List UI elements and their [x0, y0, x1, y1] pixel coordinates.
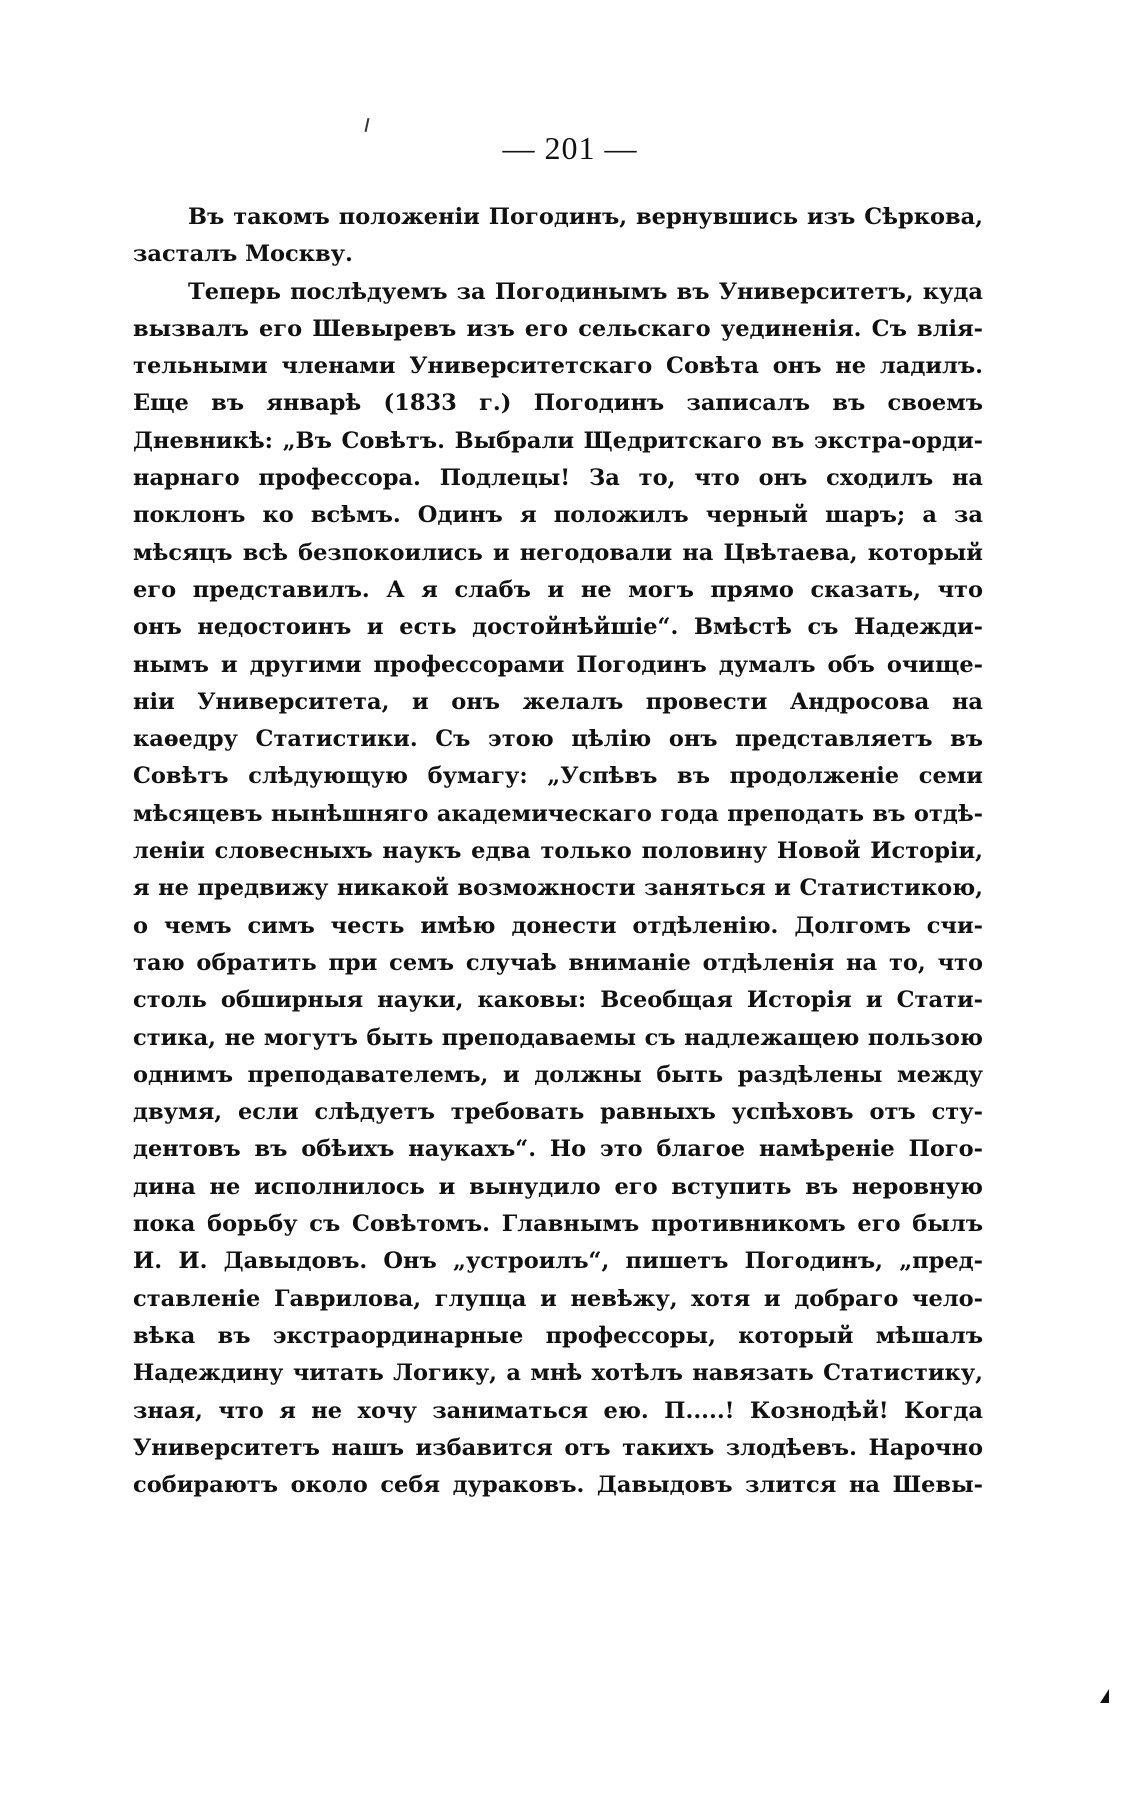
- text-line: однимъ преподавателемъ, и должны быть раздѣлены между: [133, 1061, 983, 1088]
- text-line: зная, что я не хочу заниматься ею. П.....! Кознодѣй! Когда: [133, 1397, 983, 1424]
- text-line: ніи Университета, и онъ желалъ провести Андросова на: [133, 688, 983, 715]
- text-line: засталъ Москву.: [133, 241, 353, 268]
- text-line: мѣсяцевъ нынѣшняго академическаго года преподать въ отдѣ-: [133, 800, 983, 827]
- text-line: вызвалъ его Шевыревъ изъ его сельскаго уединенія. Съ влія-: [133, 315, 983, 342]
- text-line: собираютъ около себя дураковъ. Давыдовъ злится на Шевы-: [133, 1472, 983, 1499]
- text-line: нымъ и другими профессорами Погодинъ думалъ объ очище-: [133, 651, 983, 678]
- text-line: его представилъ. А я слабъ и не могъ прямо сказать, что: [133, 576, 983, 603]
- text-line: дина не исполнилось и вынудило его вступить въ неровную: [133, 1173, 983, 1200]
- text-line: двумя, если слѣдуетъ требовать равныхъ успѣховъ отъ сту-: [133, 1099, 983, 1126]
- text-line: леніи словесныхъ наукъ едва только половину Новой Исторіи,: [133, 838, 983, 865]
- text-line: Совѣтъ слѣдующую бумагу: „Успѣвъ въ продолженіе семи: [133, 763, 983, 790]
- scan-speck: [1100, 1689, 1109, 1703]
- text-line: Еще въ январѣ (1833 г.) Погодинъ записалъ въ своемъ: [133, 390, 983, 417]
- page-number: — 201 —: [502, 130, 638, 166]
- text-line: ставленіе Гаврилова, глупца и невѣжу, хотя и добраго чело-: [133, 1285, 983, 1312]
- text-line: тельными членами Университетскаго Совѣта онъ не ладилъ.: [133, 353, 983, 380]
- text-line: онъ недостоинъ и есть достойнѣйшіе“. Вмѣстѣ съ Надежди-: [133, 614, 983, 641]
- text-line: я не предвижу никакой возможности заняться и Статистикою,: [133, 875, 983, 902]
- text-line: поклонъ ко всѣмъ. Одинъ я положилъ черный шаръ; а за: [133, 502, 983, 529]
- text-line: каѳедру Статистики. Съ этою цѣлію онъ представляетъ въ: [133, 726, 983, 753]
- text-line: Университетъ нашъ избавится отъ такихъ злодѣевъ. Нарочно: [133, 1434, 983, 1461]
- text-line: стика, не могутъ быть преподаваемы съ надлежащею пользою: [133, 1024, 983, 1051]
- text-line: И. И. Давыдовъ. Онъ „устроилъ“, пишетъ Погодинъ, „пред-: [133, 1248, 983, 1275]
- text-line: Дневникѣ: „Въ Совѣтъ. Выбрали Щедритскаго въ экстра-орди-: [133, 427, 983, 454]
- text-line: Въ такомъ положеніи Погодинъ, вернувшись изъ Сѣркова,: [188, 204, 983, 230]
- text-line: таю обратить при семъ случаѣ вниманіе отдѣленія на то, что: [133, 949, 983, 976]
- text-line: пока борьбу съ Совѣтомъ. Главнымъ противникомъ его былъ: [133, 1211, 983, 1238]
- text-line: вѣка въ экстраординарные профессоры, который мѣшалъ: [133, 1322, 983, 1349]
- text-line: столь обширныя науки, каковы: Всеобщая Исторія и Стати-: [133, 987, 983, 1014]
- text-line: Теперь послѣдуемъ за Погодинымъ въ Университетъ, куда: [188, 278, 983, 305]
- text-line: Надеждину читать Логику, а мнѣ хотѣлъ навязать Статистику,: [133, 1360, 983, 1387]
- text-line: мѣсяцъ всѣ безпокоились и негодовали на Цвѣтаева, который: [133, 539, 983, 566]
- body-text: [133, 199, 983, 1504]
- text-line: нарнаго профессора. Подлецы! За то, что онъ сходилъ на: [133, 465, 983, 492]
- text-line: дентовъ въ обѣихъ наукахъ“. Но это благое намѣреніе Пого-: [133, 1136, 983, 1163]
- text-line: о чемъ симъ честь имѣю донести отдѣленію. Долгомъ счи-: [133, 912, 983, 939]
